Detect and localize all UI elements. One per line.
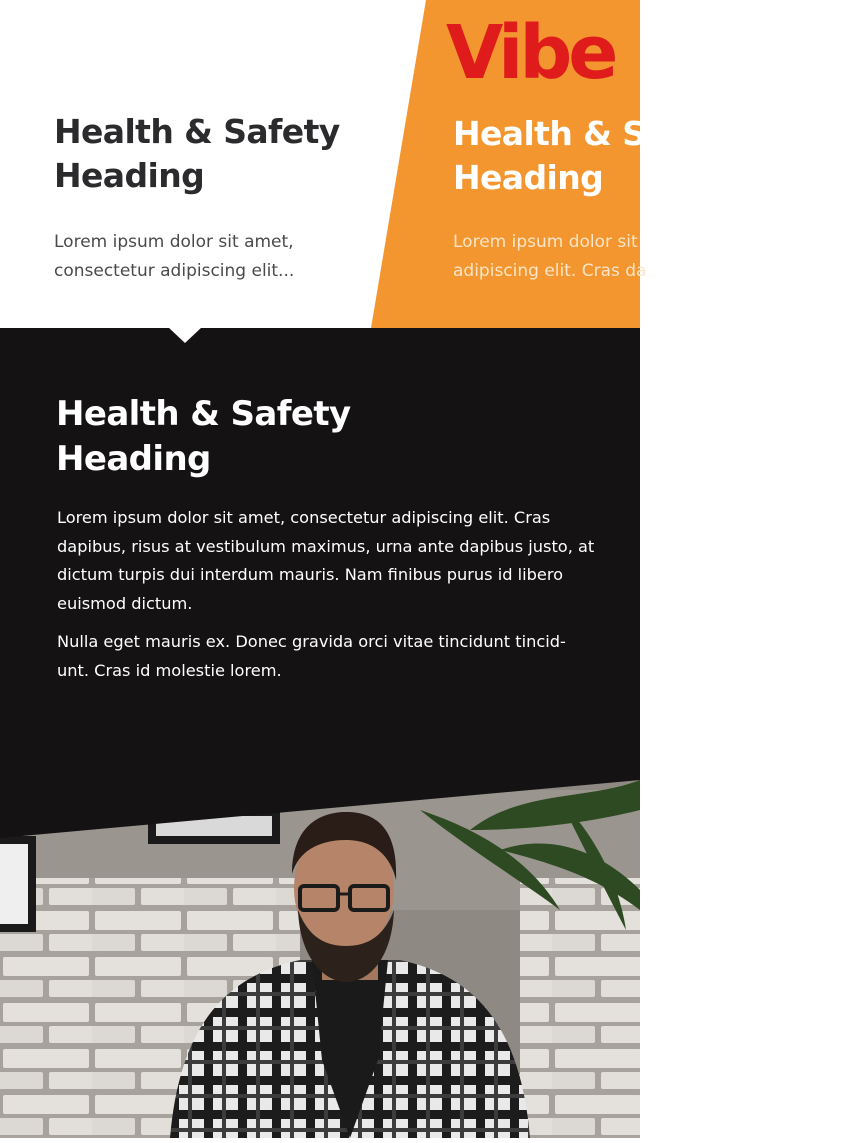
right-card-body-line1: Lorem ipsum dolor sit	[453, 232, 638, 252]
right-card-heading-line2: Heading	[453, 158, 604, 197]
right-card-heading	[453, 112, 853, 200]
dark-paragraph-2: Nulla eget mauris ex. Donec gravida orci vitae tincidunt tincid-unt. Cras id molestie lorem.	[57, 632, 566, 680]
dark-heading-block	[56, 392, 351, 482]
pointer-arrow	[168, 327, 202, 343]
dark-heading	[56, 392, 351, 482]
left-card-body-line1: Lorem ipsum dolor sit amet,	[54, 232, 294, 252]
left-card-heading	[54, 110, 374, 198]
left-card-heading-line1: Health & Safety	[54, 112, 340, 151]
right-card-heading-line1: Health & Sa	[453, 114, 668, 153]
right-card	[453, 112, 853, 286]
dark-body	[57, 504, 597, 695]
right-card-body-line2: adipiscing elit. Cras da	[453, 261, 647, 281]
left-card-body	[54, 228, 374, 286]
left-card-heading-line2: Heading	[54, 156, 205, 195]
left-card-body-line2: consectetur adipiscing elit...	[54, 261, 295, 281]
dark-paragraph-1: Lorem ipsum dolor sit amet, consectetur adipiscing elit. Cras dapibus, risus at vestibulum maximus, urna ante dapibus justo, at dictum turpis dui interdum mauris. Nam finibus purus id libero euismod dictum.	[57, 508, 595, 613]
left-card	[54, 110, 374, 286]
vibe-logo[interactable]: Vibe	[446, 10, 615, 96]
dark-heading-line2: Heading	[56, 439, 211, 479]
right-card-body	[453, 228, 853, 286]
dark-heading-line1: Health & Safety	[56, 394, 351, 434]
